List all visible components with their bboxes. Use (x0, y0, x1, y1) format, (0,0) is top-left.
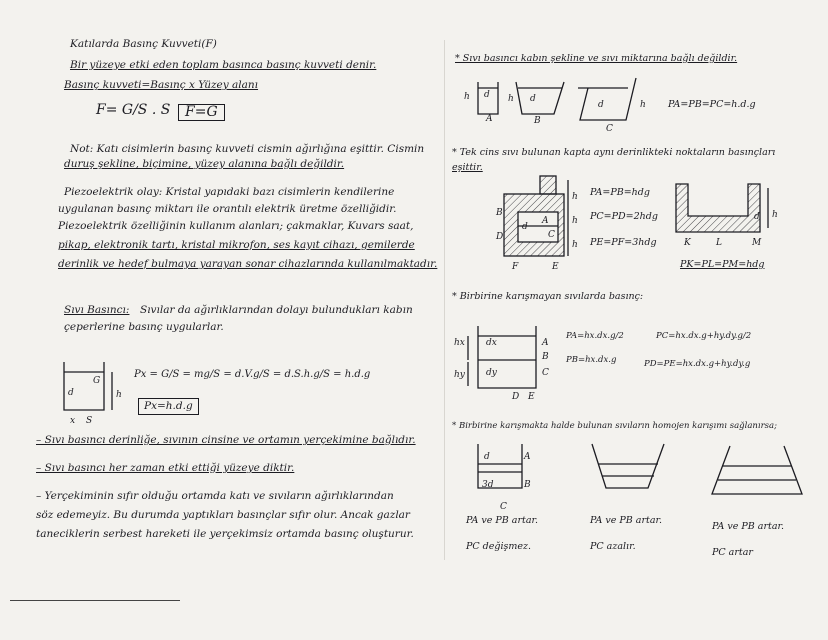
rule-line-3a: – Yerçekiminin sıfır olduğu ortamda katı ve sıvıların ağırlıklarından (36, 490, 394, 502)
fig3-label-K: K (684, 238, 691, 248)
mix-label-A: A (524, 452, 531, 462)
fig2-label-d: d (522, 222, 528, 232)
fig3-label-h: h (772, 210, 778, 220)
fig4-label-E: E (528, 392, 535, 402)
rule-line-1: – Sıvı basıncı derinliğe, sıvının cinsine ve ortamın yerçekimine bağlıdır. (36, 434, 416, 446)
fig2-label-h2: h (572, 216, 578, 226)
fig1-label-d-b: d (530, 94, 536, 104)
fig4-eq-B: PB=hx.dx.g (566, 355, 617, 365)
case2-line1: PA ve PB artar. (590, 515, 663, 526)
mix-label-3d: 3d (482, 480, 494, 490)
fig1-equation: PA=PB=PC=h.d.g (668, 99, 756, 110)
fig3-label-L: L (716, 238, 722, 248)
fig-label-x: x (70, 416, 76, 426)
mix-figure-3 (708, 442, 808, 502)
formula-force: F= G/S . S (96, 102, 171, 118)
fig1-label-d-c: d (598, 100, 604, 110)
fig2-eq-3: PE=PF=3hdg (590, 237, 657, 248)
fig2-label-D: D (496, 232, 504, 242)
fig2-label-E: E (552, 262, 559, 272)
fluid-formula-boxed: Px=h.d.g (138, 398, 199, 415)
fig1-label-h-b: h (508, 94, 514, 104)
definition-line-2: Basınç kuvveti=Basınç x Yüzey alanı (64, 79, 259, 91)
mix-figure-2 (590, 442, 680, 498)
fig4-label-C: C (542, 368, 549, 378)
case3-line2: PC artar (712, 547, 753, 558)
note-line-1: Not: Katı cisimlerin basınç kuvveti cismin ağırlığına eşittir. Cismin (70, 143, 425, 155)
fig-label-d: d (68, 388, 74, 398)
fig-label-G: G (93, 376, 101, 386)
piezo-line-1: Piezoelektrik olay: Kristal yapıdaki bazı cisimlerin kendilerine (64, 186, 395, 198)
fig1-label-h-a: h (464, 92, 470, 102)
footer-rule (10, 600, 180, 601)
case2-line2: PC azalır. (590, 541, 636, 552)
fig4-label-hy: hy (454, 370, 465, 380)
piezo-line-5: derinlik ve hedef bulmaya yarayan sonar cihazlarında kullanılmaktadır. (58, 258, 438, 270)
two-liquid-figure (474, 322, 544, 400)
fig4-label-dy: dy (486, 368, 497, 378)
fig4-label-D: D (512, 392, 520, 402)
fig4-label-B: B (542, 352, 549, 362)
fig1-label-h-c: h (640, 100, 646, 110)
fig2-label-C: C (548, 230, 555, 240)
mix-label-B: B (524, 480, 531, 490)
containers-figure-1 (468, 74, 668, 128)
fig-label-h: h (116, 390, 122, 400)
fluid-line-2: çeperlerine basınç uygularlar. (64, 321, 224, 333)
fig2-eq-1: PA=PB=hdg (590, 187, 650, 198)
piezo-line-2: uygulanan basınç miktarı ile orantılı elektrik üretme özelliğidir. (58, 203, 397, 215)
fig1-label-A: A (486, 114, 493, 124)
right-heading-2b: eşittir. (452, 162, 483, 173)
fluid-formula: Px = G/S = mg/S = d.V.g/S = d.S.h.g/S = h.d.g (134, 369, 371, 380)
fig2-label-h3: h (572, 240, 578, 250)
rule-line-3c: taneciklerin serbest hareketi ile yerçekimsiz ortamda basınç oluşturur. (36, 528, 414, 540)
section-title: Katılarda Basınç Kuvveti(F) (70, 38, 217, 50)
fig4-label-dx: dx (486, 338, 497, 348)
right-heading-3: * Birbirine karışmayan sıvılarda basınç: (452, 291, 644, 302)
piezo-line-4: pikap, elektronik tartı, kristal mikrofon, ses kayıt cihazı, gemilerde (58, 239, 415, 251)
rule-line-2: – Sıvı basıncı her zaman etki ettiği yüzeye diktir. (36, 462, 295, 474)
rule-line-3b: söz edemeyiz. Bu durumda yaptıkları basınçlar sıfır olur. Ancak gazlar (36, 509, 410, 521)
right-heading-4: * Birbirine karışmakta halde bulunan sıvıların homojen karışımı sağlanırsa; (452, 421, 777, 431)
fig4-label-A: A (542, 338, 549, 348)
fig3-label-M: M (752, 238, 762, 248)
fig3-equation: PK=PL=PM=hdg (680, 259, 765, 270)
fig2-label-h1: h (572, 192, 578, 202)
column-divider (444, 40, 445, 560)
fig4-label-hx: hx (454, 338, 465, 348)
fluid-pressure-heading: Sıvı Basıncı: (64, 304, 130, 316)
fig2-label-A: A (542, 216, 549, 226)
mix-label-C: C (500, 502, 507, 512)
right-heading-1: * Sıvı basıncı kabın şekline ve sıvı miktarına bağlı değildir. (455, 53, 738, 64)
mix-label-d: d (484, 452, 490, 462)
fig4-eq-A: PA=hx.dx.g/2 (566, 331, 624, 341)
definition-line-1: Bir yüzeye etki eden toplam basınca basınç kuvveti denir. (70, 59, 377, 71)
fig2-label-B: B (496, 208, 503, 218)
fig1-label-d-a: d (484, 90, 490, 100)
fig1-label-B: B (534, 116, 541, 126)
right-heading-2a: * Tek cins sıvı bulunan kapta aynı derinlikteki noktaların basınçları (452, 147, 776, 158)
fluid-line-1: Sıvılar da ağırlıklarından dolayı bulundukları kabın (140, 304, 413, 316)
formula-boxed-force: F=G (178, 104, 225, 121)
fig4-eq-DE: PD=PE=hx.dx.g+hy.dy.g (644, 359, 751, 369)
fig2-label-F: F (512, 262, 519, 272)
fig3-label-d: d (754, 212, 760, 222)
fig-label-S: S (86, 416, 93, 426)
note-line-2: duruş şekline, biçimine, yüzey alanına bağlı değildir. (64, 158, 345, 170)
fig4-eq-C: PC=hx.dx.g+hy.dy.g/2 (656, 331, 752, 341)
fig1-label-C: C (606, 124, 613, 134)
piezo-line-3: Piezoelektrik özelliğinin kullanım alanları; çakmaklar, Kuvars saat, (58, 220, 414, 232)
case1-line1: PA ve PB artar. (466, 515, 539, 526)
case3-line1: PA ve PB artar. (712, 521, 785, 532)
fig2-eq-2: PC=PD=2hdg (590, 211, 658, 222)
case1-line2: PC değişmez. (466, 541, 532, 552)
